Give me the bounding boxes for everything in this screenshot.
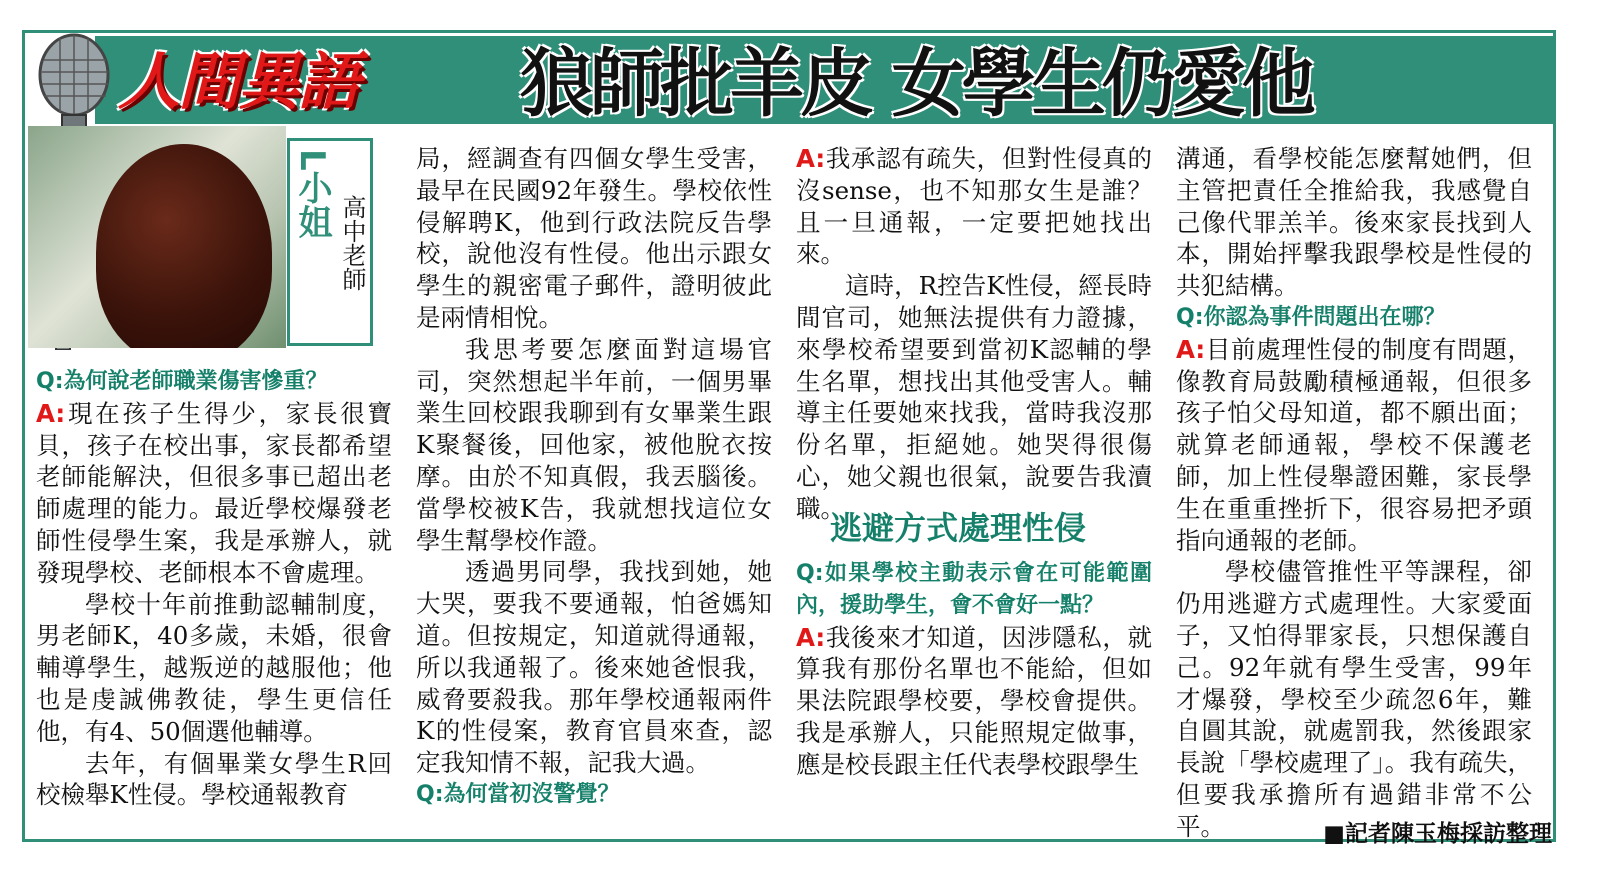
paragraph: 局，經調查有四個女學生受害，最早在民國92年發生。學校依性侵解聘K，他到行政法院反告學校，說他沒有性侵。他出示跟女學生的親密電子郵件，證明彼此是兩情相悅。 (416, 144, 772, 332)
question-4: Q:你認為事件問題出在哪？ (1176, 304, 1446, 330)
article-column-2 (416, 143, 772, 811)
answer-1-text: 現在孩子生得少，家長很寶貝，孩子在校出事，家長都希望老師能解決，但很多事已超出老師處理的能力。最近學校爆發老師性侵學生案，我是承辦人，就發現學校、老師根本不會處理。 (36, 398, 392, 587)
section-subhead: 逃避方式處理性侵 (830, 509, 1087, 547)
paragraph: 學校儘管推性平等課程，卻仍用逃避方式處理性。大家愛面子，又怕得罪家長，只想保護自己。92年就有學生受害，99年才爆發，學校至少疏忽6年，難自圓其說，就處罰我，然後跟家長說「學校處理了」。我有疏失，但要我承擔所有過錯非常不公平。 (1176, 557, 1532, 841)
answer-2 (796, 143, 1152, 270)
answer-label: A: (36, 398, 66, 428)
article-column-1 (36, 366, 392, 811)
profile-box (287, 138, 373, 346)
answer-2-text: 我承認有疏失，但對性侵真的沒sense，也不知那女生是誰？且一旦通報，一定要把她找出來。 (796, 144, 1152, 269)
headline: 狼師批羊皮 女學生仍愛他 (520, 41, 1312, 127)
answer-3-text: 我後來才知道，因涉隱私，就算我有那份名單也不能給，但如果法院跟學校要，學校會提供。我是承辦人，只能照規定做事，應是校長跟主任代表學校跟學生 (796, 622, 1152, 779)
column-kicker: 人間異語 (118, 45, 359, 118)
paragraph: 溝通，看學校能怎麼幫她們，但主管把責任全推給我，我感覺自己像代罪羔羊。後來家長找到人本，開始抨擊我跟學校是性侵的共犯結構。 (1176, 144, 1532, 301)
answer-3 (796, 622, 1152, 781)
question-3: Q:如果學校主動表示會在可能範圍內，援助學生，會不會好一點？ (796, 561, 1152, 618)
profile-name: L小姐 (292, 149, 332, 239)
answer-label: A: (796, 622, 826, 652)
question-2: Q:為何當初沒警覺？ (416, 781, 620, 807)
answer-4-text: 目前處理性侵的制度有問題，像教育局鼓勵積極通報，但很多孩子怕父母知道，都不願出面；就算老師通報，學校不保護老師，加上性侵舉證困難，家長學生在重重挫折下，很容易把矛頭指向通報的老師。 (1176, 334, 1532, 555)
paragraph: 這時，R控告K性侵，經長時間官司，她無法提供有力證據，來學校希望要到當初K認輔的學生名單，想找出其他受害人。輔導主任要她來找我，當時我沒那份名單，拒絕她。她哭得很傷心，她父親也很氣，說要告我瀆職。 (796, 271, 1152, 523)
answer-label: A: (1176, 334, 1206, 364)
question-1: Q:為何說老師職業傷害慘重？ (36, 369, 328, 394)
answer-4 (1176, 334, 1532, 557)
paragraph: 去年，有個畢業女學生R回校檢舉K性侵。學校通報教育 (36, 748, 392, 810)
paragraph: 我思考要怎麼面對這場官司，突然想起半年前，一個男畢業生回校跟我聊到有女畢業生跟K聚餐後，回他家，被他脫衣按摩。由於不知真假，我丟腦後。當學校被K告，我就想找這位女學生幫學校作證。 (416, 334, 772, 555)
paragraph: 透過男同學，我找到她，她大哭，要我不要通報，怕爸媽知道。但按規定，知道就得通報，所以我通報了。後來她爸恨我，威脅要殺我。那年學校通報兩件K的性侵案，教育官員來查，認定我知情不報，記我大過。 (416, 557, 772, 778)
reporter-byline: ■記者陳玉梅採訪整理 (1323, 821, 1552, 847)
interviewee-photo (28, 126, 286, 348)
paragraph: 學校十年前推動認輔制度，男老師K，40多歲，未婚，很會輔導學生，越叛逆的越服他；他也是虔誠佛教徒，學生更信任他，有4、50個選他輔導。 (36, 589, 392, 746)
answer-label: A: (796, 144, 826, 173)
answer-1 (36, 398, 392, 589)
article-column-3-lower (796, 558, 1152, 781)
article-column-4 (1176, 143, 1532, 843)
profile-title: 高中老師 (338, 195, 366, 291)
article-column-3 (796, 143, 1152, 525)
